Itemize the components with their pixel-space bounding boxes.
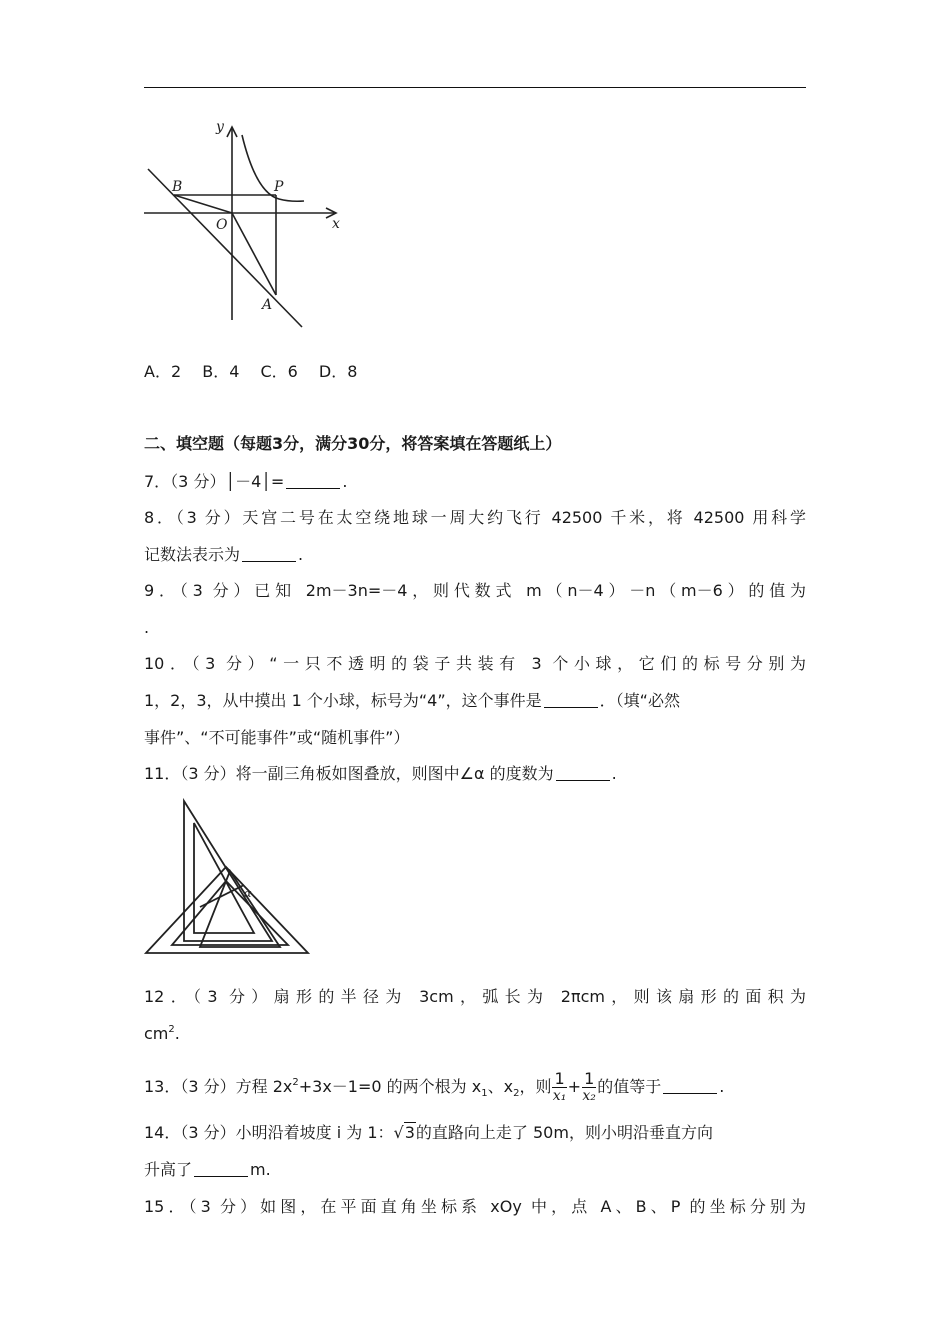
question-10-line1: 10．（3 分）“一只不透明的袋子共装有 3 个小球，它们的标号分别为 bbox=[144, 654, 806, 673]
alpha-label: α bbox=[244, 887, 252, 900]
q12-unit-sup: 2 bbox=[168, 1024, 175, 1035]
label-x: x bbox=[332, 216, 340, 232]
question-15-line1: 15．（3 分）如图，在平面直角坐标系 xOy 中，点 A、B、P 的坐标分别为 bbox=[144, 1197, 806, 1216]
question-14-line1 bbox=[144, 1122, 806, 1144]
q11-end: . bbox=[611, 764, 617, 783]
q12-unit: cm bbox=[144, 1024, 169, 1043]
q12-end: . bbox=[174, 1024, 180, 1043]
label-y: y bbox=[216, 119, 224, 135]
q13-sub1: 1 bbox=[481, 1088, 488, 1099]
segment-OA bbox=[232, 213, 276, 295]
question-8-line2 bbox=[144, 544, 806, 566]
q11-text: 11．（3 分）将一副三角板如图叠放，则图中∠α 的度数为 bbox=[144, 764, 554, 783]
q13-text-3: 、x bbox=[487, 1077, 514, 1096]
q10-text: 1，2，3，从中摸出 1 个小球，标号为“4”，这个事件是 bbox=[144, 691, 542, 710]
q10-text-end: ．（填“必然 bbox=[599, 691, 680, 710]
question-7 bbox=[144, 471, 806, 493]
q13-sup: 2 bbox=[292, 1077, 299, 1088]
question-14-line2 bbox=[144, 1159, 806, 1181]
coordinate-figure bbox=[140, 115, 350, 330]
q13-sub2: 2 bbox=[513, 1088, 520, 1099]
q13-end: . bbox=[719, 1077, 725, 1096]
outer-right-triangle-inner bbox=[194, 823, 254, 933]
q7-answer-blank bbox=[286, 472, 340, 489]
q10-answer-blank bbox=[544, 691, 598, 708]
q13-text-5: 的值等于 bbox=[597, 1077, 662, 1096]
triangle-rulers-figure bbox=[140, 795, 315, 957]
q7-end: . bbox=[342, 472, 348, 491]
q13-answer-blank bbox=[663, 1077, 717, 1094]
q14-text-1: 14．（3 分）小明沿着坡度 i 为 1： bbox=[144, 1123, 394, 1142]
question-10-line3: 事件”、“不可能事件”或“随机事件”） bbox=[144, 728, 410, 747]
q8-answer-blank bbox=[242, 545, 296, 562]
q13-text-1: 13．（3 分）方程 2x bbox=[144, 1077, 293, 1096]
q13-fraction-1 bbox=[552, 1071, 566, 1104]
sqrt-sign: √ bbox=[393, 1123, 404, 1142]
question-12-line1: 12．（3 分）扇形的半径为 3cm，弧长为 2πcm，则该扇形的面积为 bbox=[144, 987, 806, 1006]
q13-frac1-den: x₁ bbox=[552, 1088, 567, 1104]
q13-fraction-2 bbox=[582, 1071, 596, 1104]
question-9-line1: 9．（3 分）已知 2m－3n=－4，则代数式 m（n－4）－n（m－6）的值为 bbox=[144, 581, 806, 600]
q7-text: 7．（3 分）│－4│= bbox=[144, 472, 285, 491]
section-title: 二、填空题（每题3分，满分30分，将答案填在答题纸上） bbox=[144, 434, 562, 453]
q11-answer-blank bbox=[556, 764, 610, 781]
q13-frac2-den: x₂ bbox=[582, 1088, 596, 1104]
label-B: B bbox=[172, 179, 183, 195]
q14-text-2: 的直路向上走了 50m，则小明沿垂直方向 bbox=[415, 1123, 713, 1142]
hyperbola-curve bbox=[242, 135, 304, 201]
question-9-line2: . bbox=[144, 618, 150, 637]
q13-text-4: ，则 bbox=[519, 1077, 552, 1096]
q14-end: m. bbox=[250, 1160, 271, 1179]
question-11 bbox=[144, 763, 806, 785]
q6-options: A．2 B．4 C．6 D．8 bbox=[144, 362, 358, 381]
q13-frac2-num: 1 bbox=[584, 1069, 595, 1088]
question-10-line2 bbox=[144, 690, 806, 712]
sqrt-radicand: 3 bbox=[404, 1123, 415, 1142]
q13-text-2: +3x－1=0 的两个根为 x bbox=[298, 1077, 482, 1096]
q8-text: 记数法表示为 bbox=[144, 545, 241, 564]
question-8-line1: 8．（3 分）天宫二号在太空绕地球一周大约飞行 42500 千米，将 42500 用科学 bbox=[144, 508, 806, 527]
q8-end: . bbox=[298, 545, 304, 564]
q14-text-3: 升高了 bbox=[144, 1160, 193, 1179]
q14-sqrt bbox=[394, 1122, 416, 1144]
q14-answer-blank bbox=[194, 1160, 248, 1177]
question-13 bbox=[144, 1071, 806, 1104]
label-O: O bbox=[216, 217, 228, 233]
outer-right-triangle bbox=[184, 801, 272, 941]
header-rule bbox=[144, 87, 806, 88]
label-P: P bbox=[274, 179, 284, 195]
q13-plus: + bbox=[567, 1077, 582, 1096]
question-12-line2 bbox=[144, 1023, 806, 1045]
q13-frac1-num: 1 bbox=[554, 1069, 565, 1088]
label-A: A bbox=[262, 297, 273, 313]
